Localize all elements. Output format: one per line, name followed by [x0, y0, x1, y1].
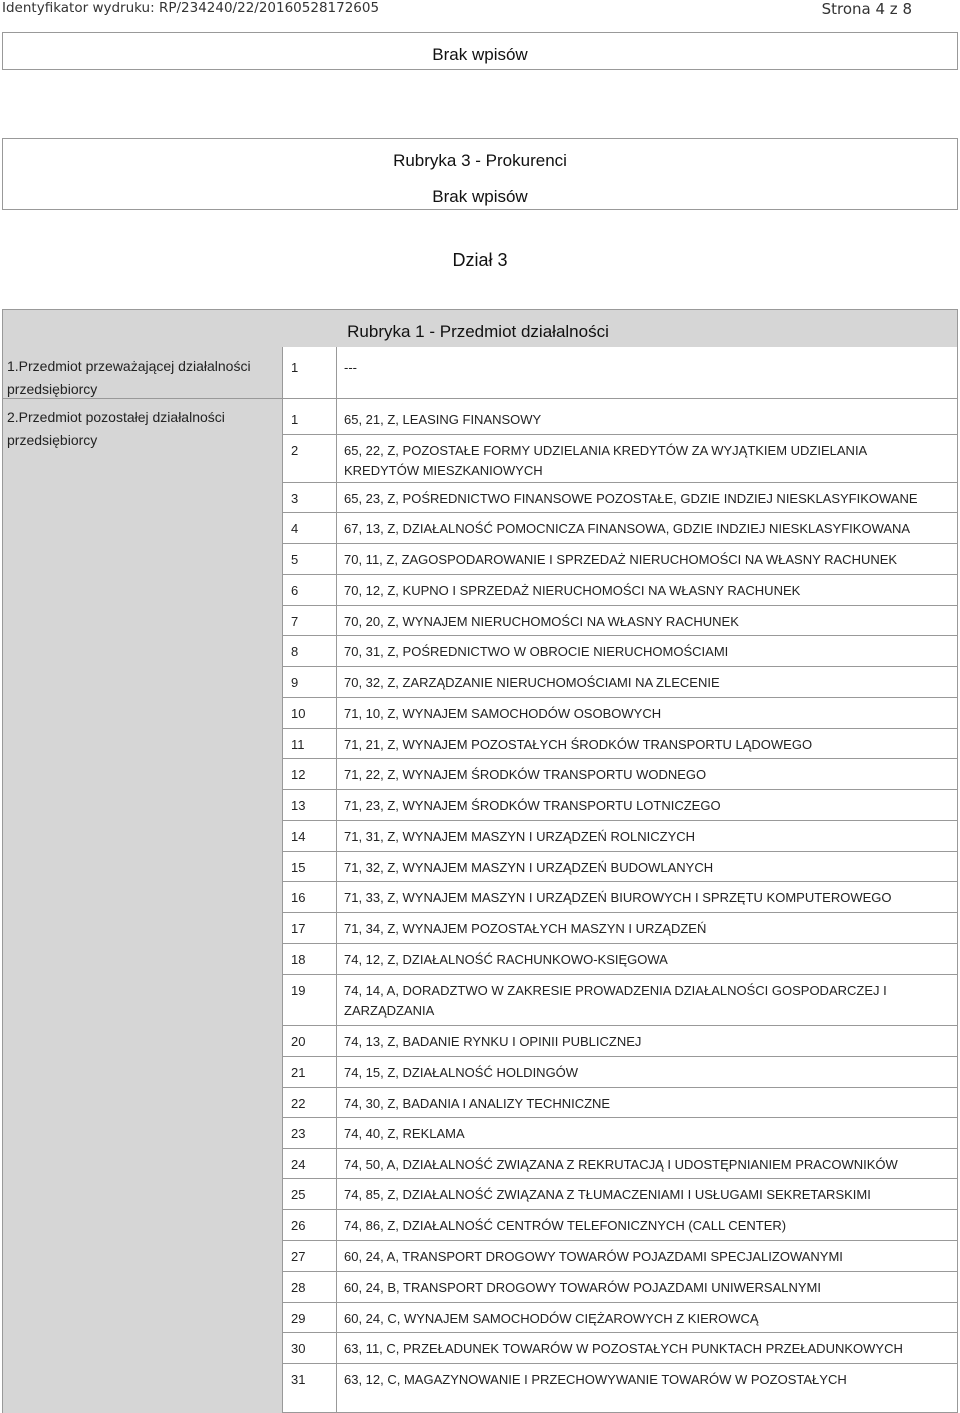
activity-number: 12: [291, 767, 306, 782]
row-divider: [283, 1271, 957, 1272]
row-divider: [283, 666, 957, 667]
row-divider: [283, 1209, 957, 1210]
row-divider: [283, 1363, 957, 1364]
activity-number: 15: [291, 860, 306, 875]
activity-number: 11: [291, 737, 305, 752]
activity-number: 13: [291, 798, 306, 813]
row-divider: [283, 1087, 957, 1088]
row-divider: [283, 912, 957, 913]
activity-description: 70, 32, Z, ZARZĄDZANIE NIERUCHOMOŚCIAMI NA ZLECENIE: [344, 675, 720, 690]
activity-description: 74, 13, Z, BADANIE RYNKU I OPINII PUBLICZNEJ: [344, 1034, 642, 1049]
activity-number: 18: [291, 952, 306, 967]
activity-description: 65, 23, Z, POŚREDNICTWO FINANSOWE POZOSTAŁE, GDZIE INDZIEJ NIESKLASYFIKOWANE: [344, 491, 918, 506]
activity-description: 60, 24, A, TRANSPORT DROGOWY TOWARÓW POJAZDAMI SPECJALIZOWANYMI: [344, 1249, 843, 1264]
main-activity-label: 1.Przedmiot przeważającej działalności przedsiębiorcy: [7, 358, 251, 397]
rubryka-3-title: Rubryka 3 - Prokurenci: [393, 151, 567, 170]
row-divider: [283, 1148, 957, 1149]
row-divider: [283, 482, 957, 483]
row-divider: [283, 943, 957, 944]
activity-description: 70, 11, Z, ZAGOSPODAROWANIE I SPRZEDAŻ NIERUCHOMOŚCI NA WŁASNY RACHUNEK: [344, 552, 898, 567]
activity-number: 5: [291, 552, 299, 567]
row-divider: [283, 1332, 957, 1333]
rubryka-3-box: [2, 138, 958, 210]
empty-section-box: [2, 32, 958, 70]
row-divider: [283, 820, 957, 821]
activity-description: 74, 15, Z, DZIAŁALNOŚĆ HOLDINGÓW: [344, 1065, 579, 1080]
activity-number: 22: [291, 1096, 306, 1111]
row-divider: [283, 543, 957, 544]
dzial-title: Dział 3: [452, 250, 508, 270]
activity-number: 2: [291, 443, 299, 458]
activity-number: 17: [291, 921, 306, 936]
activity-description: 71, 23, Z, WYNAJEM ŚRODKÓW TRANSPORTU LOTNICZEGO: [344, 798, 721, 813]
no-entries-text: Brak wpisów: [432, 187, 528, 206]
row-divider: [283, 574, 957, 575]
activity-number: 21: [291, 1065, 306, 1080]
activity-description: 63, 11, C, PRZEŁADUNEK TOWARÓW W POZOSTAŁYCH PUNKTACH PRZEŁADUNKOWYCH: [344, 1341, 903, 1356]
activity-description: 74, 40, Z, REKLAMA: [344, 1126, 465, 1141]
activity-description: 65, 22, Z, POZOSTAŁE FORMY UDZIELANIA KREDYTÓW ZA WYJĄTKIEM UDZIELANIA KREDYTÓW MIESZKANIOWYCH: [344, 443, 867, 478]
main-activity-number: 1: [291, 360, 299, 375]
category-column: [3, 347, 283, 1413]
activity-description: 71, 34, Z, WYNAJEM POZOSTAŁYCH MASZYN I URZĄDZEŃ: [344, 921, 707, 936]
row-divider: [283, 728, 957, 729]
main-activity-value: ---: [344, 360, 357, 375]
activity-number: 27: [291, 1249, 306, 1264]
row-divider: [283, 1117, 957, 1118]
row-divider: [283, 605, 957, 606]
activity-description: 60, 24, C, WYNAJEM SAMOCHODÓW CIĘŻAROWYCH Z KIEROWCĄ: [344, 1311, 759, 1326]
activity-description: 71, 32, Z, WYNAJEM MASZYN I URZĄDZEŃ BUDOWLANYCH: [344, 860, 714, 875]
activity-description: 63, 12, C, MAGAZYNOWANIE I PRZECHOWYWANIE TOWARÓW W POZOSTAŁYCH: [344, 1372, 847, 1387]
activity-description: 74, 50, A, DZIAŁALNOŚĆ ZWIĄZANA Z REKRUTACJĄ I UDOSTĘPNIANIEM PRACOWNIKÓW: [344, 1157, 898, 1172]
activity-number: 6: [291, 583, 299, 598]
activity-description: 71, 31, Z, WYNAJEM MASZYN I URZĄDZEŃ ROLNICZYCH: [344, 829, 696, 844]
rubryka-1-title: Rubryka 1 - Przedmiot działalności: [347, 322, 609, 341]
activity-number: 19: [291, 983, 306, 998]
activity-number: 23: [291, 1126, 306, 1141]
activity-description: 70, 31, Z, POŚREDNICTWO W OBROCIE NIERUCHOMOŚCIAMI: [344, 644, 729, 659]
no-entries-text: Brak wpisów: [432, 45, 528, 64]
activity-number: 28: [291, 1280, 306, 1295]
activity-description: 65, 21, Z, LEASING FINANSOWY: [344, 412, 542, 427]
row-divider: [283, 1025, 957, 1026]
activity-description: 74, 12, Z, DZIAŁALNOŚĆ RACHUNKOWO-KSIĘGOWA: [344, 952, 668, 967]
print-identifier: Identyfikator wydruku: RP/234240/22/20160528172605: [2, 0, 380, 16]
row-divider: [283, 697, 957, 698]
activity-description: 71, 21, Z, WYNAJEM POZOSTAŁYCH ŚRODKÓW TRANSPORTU LĄDOWEGO: [344, 737, 813, 752]
activity-number: 7: [291, 614, 299, 629]
activity-number: 4: [291, 521, 299, 536]
activity-number: 24: [291, 1157, 306, 1172]
row-divider: [283, 851, 957, 852]
activity-description: 70, 20, Z, WYNAJEM NIERUCHOMOŚCI NA WŁASNY RACHUNEK: [344, 614, 739, 629]
activity-number: 31: [291, 1372, 306, 1387]
row-divider: [283, 974, 957, 975]
activity-description: 74, 86, Z, DZIAŁALNOŚĆ CENTRÓW TELEFONICZNYCH (CALL CENTER): [344, 1218, 787, 1233]
row-divider: [283, 635, 957, 636]
row-divider: [283, 789, 957, 790]
activity-description: 74, 30, Z, BADANIA I ANALIZY TECHNICZNE: [344, 1096, 611, 1111]
column-divider: [336, 347, 337, 1413]
activity-number: 9: [291, 675, 299, 690]
row-divider: [283, 1056, 957, 1057]
activity-number: 25: [291, 1187, 306, 1202]
row-divider: [283, 512, 957, 513]
activity-number: 8: [291, 644, 299, 659]
row-divider: [283, 1302, 957, 1303]
activity-number: 26: [291, 1218, 306, 1233]
activity-number: 10: [291, 706, 306, 721]
other-activity-label: 2.Przedmiot pozostałej działalności przedsiębiorcy: [7, 409, 225, 448]
activity-description: 71, 22, Z, WYNAJEM ŚRODKÓW TRANSPORTU WODNEGO: [344, 767, 707, 782]
activity-number: 3: [291, 491, 299, 506]
row-divider: [283, 434, 957, 435]
activity-description: 71, 33, Z, WYNAJEM MASZYN I URZĄDZEŃ BIUROWYCH I SPRZĘTU KOMPUTEROWEGO: [344, 890, 892, 905]
rubryka-1-box: [2, 309, 958, 1413]
activity-number: 30: [291, 1341, 306, 1356]
category-divider: [3, 398, 957, 399]
row-divider: [283, 881, 957, 882]
activity-description: 71, 10, Z, WYNAJEM SAMOCHODÓW OSOBOWYCH: [344, 706, 662, 721]
row-divider: [283, 758, 957, 759]
activity-number: 1: [291, 412, 299, 427]
activity-description: 67, 13, Z, DZIAŁALNOŚĆ POMOCNICZA FINANSOWA, GDZIE INDZIEJ NIESKLASYFIKOWANA: [344, 521, 911, 536]
page-number: Strona 4 z 8: [821, 0, 912, 18]
activity-number: 20: [291, 1034, 306, 1049]
row-divider: [283, 1178, 957, 1179]
activity-number: 16: [291, 890, 306, 905]
activity-description: 70, 12, Z, KUPNO I SPRZEDAŻ NIERUCHOMOŚCI NA WŁASNY RACHUNEK: [344, 583, 801, 598]
print-header: [0, 0, 960, 18]
activity-description: 74, 85, Z, DZIAŁALNOŚĆ ZWIĄZANA Z TŁUMACZENIAMI I USŁUGAMI SEKRETARSKIMI: [344, 1187, 871, 1202]
activity-number: 14: [291, 829, 306, 844]
activity-description: 74, 14, A, DORADZTWO W ZAKRESIE PROWADZENIA DZIAŁALNOŚCI GOSPODARCZEJ I ZARZĄDZANIA: [344, 983, 887, 1018]
activity-number: 29: [291, 1311, 306, 1326]
activity-description: 60, 24, B, TRANSPORT DROGOWY TOWARÓW POJAZDAMI UNIWERSALNYMI: [344, 1280, 821, 1295]
row-divider: [283, 1240, 957, 1241]
